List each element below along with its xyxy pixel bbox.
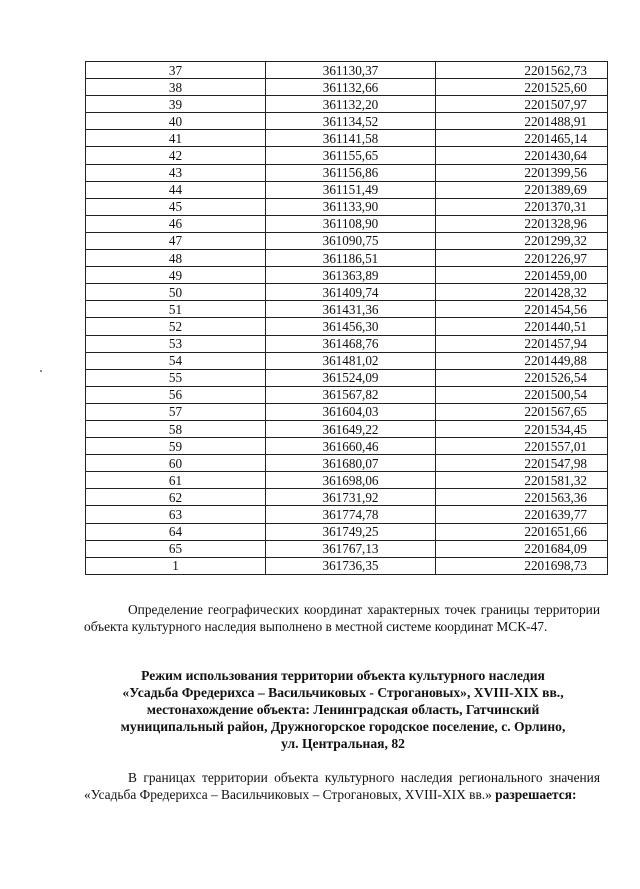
x-coordinate-cell: 361090,75 [266,232,436,249]
x-coordinate-cell: 361133,90 [266,198,436,215]
table-row [86,369,608,386]
heading-line-2: «Усадьба Фредерихса – Васильчиковых - Строгановых», XVIII-XIX вв., [122,685,564,700]
coordinates-table-body [86,62,608,575]
y-coordinate-cell: 2201459,00 [436,267,608,284]
usage-regime-heading [84,667,602,752]
point-number-cell: 49 [86,267,266,284]
x-coordinate-cell: 361409,74 [266,284,436,301]
permitted-keyword: разрешается: [495,787,577,802]
coordinates-table [85,61,608,575]
point-number-cell: 45 [86,198,266,215]
x-coordinate-cell: 361524,09 [266,369,436,386]
point-number-cell: 60 [86,455,266,472]
y-coordinate-cell: 2201389,69 [436,181,608,198]
point-number-cell: 63 [86,506,266,523]
point-number-cell: 61 [86,472,266,489]
x-coordinate-cell: 361108,90 [266,215,436,232]
permitted-paragraph [84,769,600,803]
y-coordinate-cell: 2201562,73 [436,62,608,79]
table-row [86,198,608,215]
table-row [86,79,608,96]
point-number-cell: 41 [86,130,266,147]
y-coordinate-cell: 2201370,31 [436,198,608,215]
x-coordinate-cell: 361132,20 [266,96,436,113]
point-number-cell: 47 [86,232,266,249]
y-coordinate-cell: 2201547,98 [436,455,608,472]
x-coordinate-cell: 361151,49 [266,181,436,198]
point-number-cell: 39 [86,96,266,113]
table-row [86,130,608,147]
x-coordinate-cell: 361481,02 [266,352,436,369]
table-row [86,335,608,352]
y-coordinate-cell: 2201581,32 [436,472,608,489]
point-number-cell: 57 [86,403,266,420]
x-coordinate-cell: 361186,51 [266,250,436,267]
y-coordinate-cell: 2201454,56 [436,301,608,318]
x-coordinate-cell: 361660,46 [266,438,436,455]
point-number-cell: 40 [86,113,266,130]
table-row [86,164,608,181]
table-row [86,147,608,164]
y-coordinate-cell: 2201563,36 [436,489,608,506]
y-coordinate-cell: 2201534,45 [436,420,608,437]
heading-line-5: ул. Центральная, 82 [281,736,405,751]
y-coordinate-cell: 2201226,97 [436,250,608,267]
y-coordinate-cell: 2201651,66 [436,523,608,540]
point-number-cell: 44 [86,181,266,198]
table-row [86,96,608,113]
table-row [86,386,608,403]
table-row [86,472,608,489]
heading-line-3: местонахождение объекта: Ленинградская область, Гатчинский [146,702,540,717]
x-coordinate-cell: 361680,07 [266,455,436,472]
point-number-cell: 56 [86,386,266,403]
table-row [86,420,608,437]
point-number-cell: 59 [86,438,266,455]
point-number-cell: 52 [86,318,266,335]
x-coordinate-cell: 361132,66 [266,79,436,96]
point-number-cell: 65 [86,540,266,557]
point-number-cell: 42 [86,147,266,164]
y-coordinate-cell: 2201328,96 [436,215,608,232]
table-row [86,301,608,318]
point-number-cell: 55 [86,369,266,386]
x-coordinate-cell: 361155,65 [266,147,436,164]
y-coordinate-cell: 2201449,88 [436,352,608,369]
x-coordinate-cell: 361363,89 [266,267,436,284]
y-coordinate-cell: 2201526,54 [436,369,608,386]
table-row [86,318,608,335]
x-coordinate-cell: 361767,13 [266,540,436,557]
x-coordinate-cell: 361431,36 [266,301,436,318]
y-coordinate-cell: 2201507,97 [436,96,608,113]
y-coordinate-cell: 2201684,09 [436,540,608,557]
permitted-paragraph-text: В границах территории объекта культурного наследия регионального значения «Усадьба Фредерихса – Васильчиковых – Строгановых, XVIII-XIX вв.» [84,770,600,802]
table-row [86,455,608,472]
point-number-cell: 38 [86,79,266,96]
y-coordinate-cell: 2201525,60 [436,79,608,96]
table-row [86,62,608,79]
coordinate-system-paragraph: Определение географических координат характерных точек границы территории объекта культурного наследия выполнено в местной системе координат МСК-47. [84,602,600,634]
point-number-cell: 64 [86,523,266,540]
point-number-cell: 37 [86,62,266,79]
x-coordinate-cell: 361156,86 [266,164,436,181]
point-number-cell: 62 [86,489,266,506]
table-row [86,250,608,267]
point-number-cell: 1 [86,557,266,574]
heading-line-4: муниципальный район, Дружногорское городское поселение, с. Орлино, [120,719,566,734]
y-coordinate-cell: 2201399,56 [436,164,608,181]
x-coordinate-cell: 361141,58 [266,130,436,147]
scan-artifact [40,370,42,372]
y-coordinate-cell: 2201428,32 [436,284,608,301]
point-number-cell: 43 [86,164,266,181]
y-coordinate-cell: 2201430,64 [436,147,608,164]
table-row [86,113,608,130]
x-coordinate-cell: 361130,37 [266,62,436,79]
table-row [86,523,608,540]
y-coordinate-cell: 2201557,01 [436,438,608,455]
x-coordinate-cell: 361604,03 [266,403,436,420]
x-coordinate-cell: 361456,30 [266,318,436,335]
heading-line-1: Режим использования территории объекта культурного наследия [141,668,545,683]
table-row [86,506,608,523]
table-row [86,267,608,284]
y-coordinate-cell: 2201299,32 [436,232,608,249]
point-number-cell: 50 [86,284,266,301]
x-coordinate-cell: 361749,25 [266,523,436,540]
table-row [86,403,608,420]
point-number-cell: 51 [86,301,266,318]
x-coordinate-cell: 361567,82 [266,386,436,403]
y-coordinate-cell: 2201440,51 [436,318,608,335]
point-number-cell: 58 [86,420,266,437]
table-row [86,215,608,232]
x-coordinate-cell: 361731,92 [266,489,436,506]
y-coordinate-cell: 2201465,14 [436,130,608,147]
y-coordinate-cell: 2201567,65 [436,403,608,420]
table-row [86,540,608,557]
point-number-cell: 53 [86,335,266,352]
y-coordinate-cell: 2201639,77 [436,506,608,523]
x-coordinate-cell: 361698,06 [266,472,436,489]
point-number-cell: 46 [86,215,266,232]
x-coordinate-cell: 361649,22 [266,420,436,437]
table-row [86,284,608,301]
y-coordinate-cell: 2201698,73 [436,557,608,574]
x-coordinate-cell: 361468,76 [266,335,436,352]
point-number-cell: 48 [86,250,266,267]
table-row [86,181,608,198]
x-coordinate-cell: 361736,35 [266,557,436,574]
y-coordinate-cell: 2201457,94 [436,335,608,352]
table-row [86,489,608,506]
x-coordinate-cell: 361774,78 [266,506,436,523]
table-row [86,557,608,574]
table-row [86,438,608,455]
y-coordinate-cell: 2201488,91 [436,113,608,130]
point-number-cell: 54 [86,352,266,369]
y-coordinate-cell: 2201500,54 [436,386,608,403]
table-row [86,352,608,369]
table-row [86,232,608,249]
x-coordinate-cell: 361134,52 [266,113,436,130]
